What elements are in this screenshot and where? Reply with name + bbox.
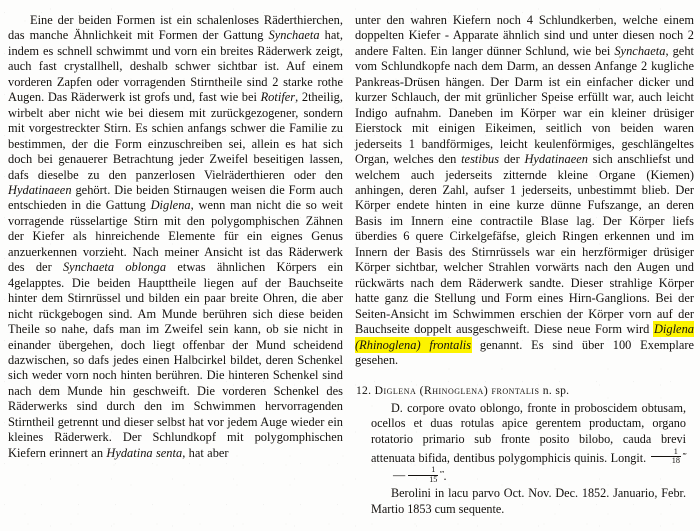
fraction-numerator: 1 (408, 466, 438, 475)
length-max-fraction (408, 466, 438, 483)
text-run: genannt. Es sind über 100 Exemplare gesehen. (355, 337, 695, 367)
fraction-denominator: 15 (429, 474, 438, 484)
species-subgenus: (Rhinoglena) (419, 384, 489, 398)
italic-species-synchaeta-oblonga: Synchaeta oblonga (62, 260, 167, 275)
text-run: Eine der beiden Formen ist ein schalenloses Räderthierchen, das manche Ähnlichkeit mit Formen der Gattung (8, 13, 343, 43)
text-run: der (499, 152, 525, 167)
fraction-numerator: 1 (651, 448, 681, 457)
length-unit-prime: ′′′ (439, 470, 444, 480)
range-dash: — (393, 468, 406, 483)
text-run: gehört. Die beiden Stirnaugen weisen die Form auch entschieden in die Gattung (8, 182, 343, 213)
italic-term-testibus: testibus (461, 152, 500, 167)
italic-family-hydatinaeen: Hydatinaeen (8, 182, 72, 197)
length-min-fraction (651, 448, 681, 465)
species-entry-heading (355, 383, 694, 398)
left-column-paragraph (8, 13, 343, 461)
text-run: sich anschliefst und welchem auch jederseits zitternde kleine Organe (Kiemen) anhingen, deren Zahl, aufser 1 jederseits, unbestimmt blieb. Der Körper endete hinten in eine kurze dünne Fufszange, an deren Basis im Innern eine contractile Blase lag. Der Körper liefs überdies 6 quere Cirkelgefäfse, gleich Ringen erkennen und im Innern der Basis des Stirnrüssels war ein herzförmiger drüsiger Körper sichtbar, welcher Strahlen vorwärts nach den Augen und rückwärts nach dem Räderwerk sandte. Dieser strahlige Körper hatte ganz die Stellung und Form eines Hirn-Ganglions. Bei der Seiten-Ansicht im Schwimmen erschien der Körper vorn auf der Bauchseite doppelt ausgeschweift. Diese neue Form wird (355, 152, 694, 337)
italic-genus-synchaeta: Synchaeta (614, 43, 666, 58)
highlighted-species-name: Diglena (Rhinoglena) frontalis (355, 322, 694, 352)
text-run: hat, indem es schnell schwimmt und vorn ein breites Räderwerk zeigt, auch fast crystallhell, deshalb schwer sichtbar ist. Auf einem vorderen Zapfen oder vorragenden Stirntheile sind 2 starke rothe Augen. Das Räderwerk ist grofs und, fast wie bei (8, 28, 343, 105)
text-run: etwas ähnlichen Körpers ein 4gelapptes. Die beiden Haupttheile liegen auf der Bauchseite hinter dem Stirnrüssel und bilden ein paar breite Ohren, die aber nicht rückgebogen sind. Am Munde berühren sich diese beiden Theile so nahe, dafs man im Zweifel sein kann, ob sie nicht in einander übergehen, doch liegt offenbar der Mund scheidend dazwischen, so dafs jedes einen Halbcirkel bildet, deren Schenkel sich weder vorn noch hinten berühren. Die hinteren Schenkel sind nach dem Munde hin geschweift. Die vorderen Schenkel des Räderwerks sind durch den im Schwimmen hervorragenden Stirntheil getrennt und dieser selbst hat vor jedem Auge wieder ein kleines Räderwerk. Der Schlundkopf mit polygomphischen Kiefern erinnert an (8, 260, 343, 460)
species-authority: n. sp. (542, 384, 570, 398)
italic-species-hydatina-senta: Hydatina senta (106, 445, 183, 460)
italic-genus-diglena: Diglena (150, 198, 191, 213)
length-unit-prime: ′′′ (681, 451, 686, 461)
fraction-denominator: 18 (671, 455, 680, 465)
text-run: unter den wahren Kiefern noch 4 Schlundkerben, welche einem doppelten Kiefer - Apparate ähnlich sind und unter diesen noch 2 andere Falten. Ein langer dünner Schlund, wie bei (355, 13, 694, 58)
text-run: , wenn man nicht die so weit vorragende rüsselartige Stirn mit den polygomphischen Zähnen der Kiefer als hinreichende Elemente für ein eignes Genus anzuerkennen vorzieht. Nach meiner Ansicht ist das Räderwerk des der (8, 198, 343, 275)
right-text-column (349, 0, 700, 531)
sentence-period: . (443, 469, 447, 484)
text-run: , geht vom Schlundkopfe nach dem Darm, an dessen Anfange 2 kugliche Pankreas-Drüsen hängen. Der Darm ist ein einfacher dicker und kurzer Schlauch, der mit grünlicher Speise erfüllt war, auch leicht Indigo aufnahm. Daneben im Körper war ein kleiner drüsiger Eierstock mit einigen Eikeimen, seitlich von beiden waren jederseits 1 bandförmiges, leicht keulenförmiges, geschlängeltes Organ, welches den (355, 43, 694, 167)
species-genus: Diglena (374, 384, 417, 398)
locality-and-dates (355, 486, 694, 517)
italic-genus-rotifer: Rotifer (260, 90, 296, 105)
latin-diagnosis (355, 401, 694, 485)
text-run: D. corpore ovato oblongo, fronte in proboscidem obtusam, ocellos et duas rotulas apice gerentem productam, organo rotatorio primario sub fronte posito bilobo, cauda brevi attenuata bifida, dentibus polygomphicis quinis. Longit. (371, 400, 686, 465)
text-run: Berolini in lacu parvo Oct. Nov. Dec. 1852. Januario, Febr. Martio 1853 cum sequente. (371, 486, 686, 516)
italic-family-hydatinaeen: Hydatinaeen (524, 152, 588, 167)
left-text-column (0, 0, 349, 531)
text-run: , hat aber (182, 445, 229, 460)
species-number: 12. (356, 384, 372, 398)
right-column-paragraph (355, 13, 694, 368)
text-run: , 2theilig, wirbelt aber nicht wie bei diesem mit zurückgezogener, sondern mit vorgestreckter Stirn. Es schien anfangs schwer die Familie zu bestimmen, der die Form einzuschreiben sei, allein es hat sich doch bei genauerer Betrachtung jeder Zweifel beseitigen lassen, dafs dieselbe zu den panzerlosen Vielräderthieren oder den (8, 90, 343, 182)
species-epithet: frontalis (491, 384, 540, 398)
italic-genus-synchaeta: Synchaeta (268, 28, 320, 43)
